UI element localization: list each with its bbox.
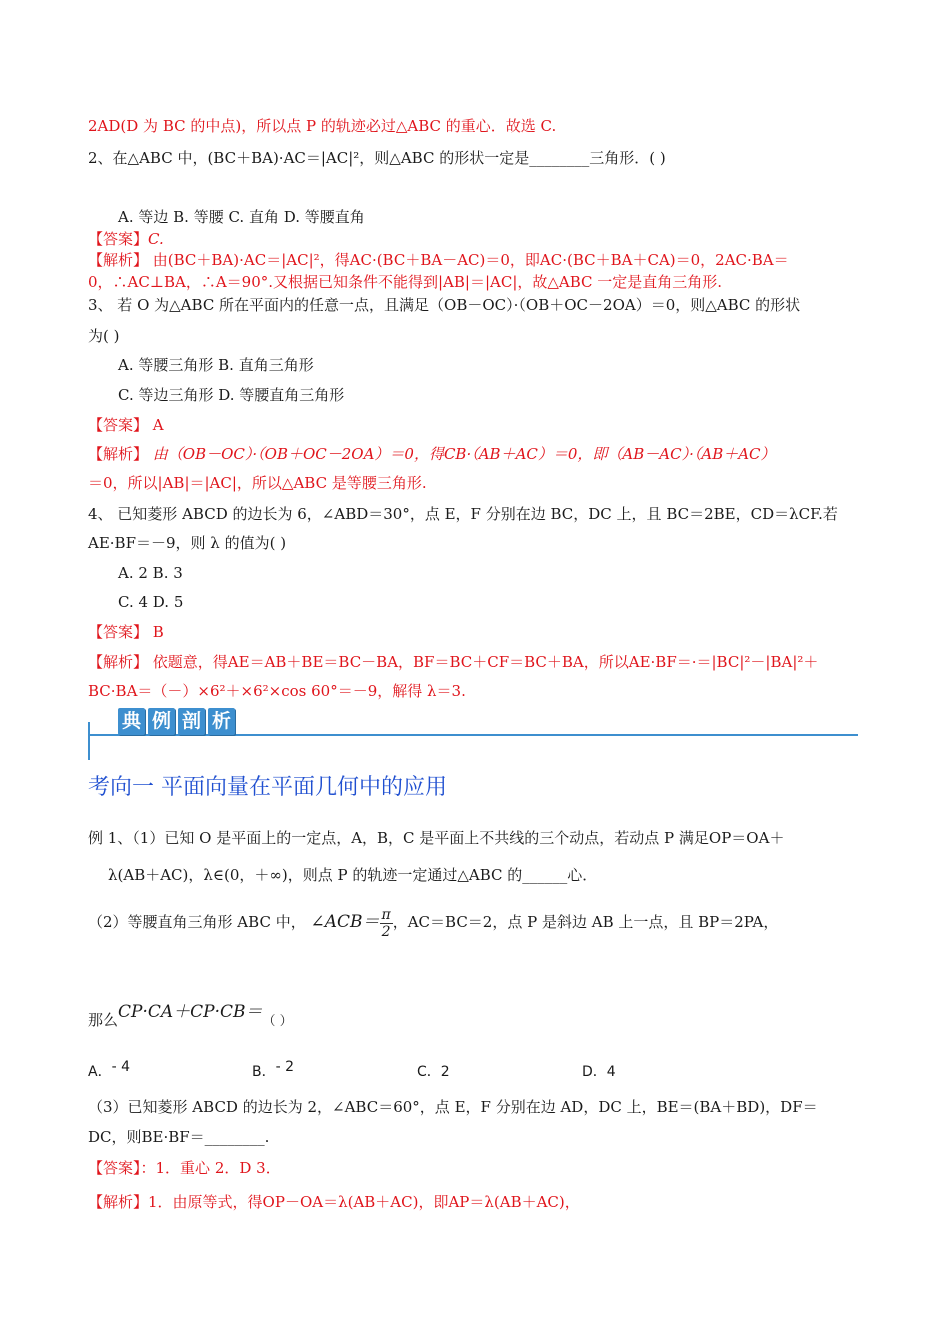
explanation-text: 1．由原等式，得OP－OA＝λ(AB＋AC)，即AP＝λ(AB＋AC)， xyxy=(148,1193,580,1211)
answer-blank: （ ） xyxy=(262,1014,293,1029)
part-2-lead: 那么 xyxy=(88,1011,119,1029)
example-1-part-2-line-2 xyxy=(88,1002,293,1035)
question-2-options: A. 等边 B. 等腰 C. 直角 D. 等腰直角 xyxy=(118,208,365,226)
explanation-text: 由(BC＋BA)·AC＝|AC|²，得AC·(BC＋BA－AC)＝0，即AC·(BC＋BA＋CA)＝0，2AC·BA＝ xyxy=(148,251,789,269)
question-4-explanation-2: BC·BA＝（－）×6²＋×6²×cos 60°＝－9，解得 λ＝3. xyxy=(88,682,466,700)
example-1-options xyxy=(88,1059,130,1082)
answer-value: A xyxy=(148,416,164,434)
question-4-answer xyxy=(88,622,164,642)
explanation-text: 由（OB－OC）·（OB＋OC－2OA）＝0，得CB·（AB＋AC）＝0，即（AB－AC）·（AB＋AC） xyxy=(148,445,776,463)
example-1-option-b xyxy=(252,1059,295,1082)
answer-label: 【答案】 xyxy=(88,623,149,641)
question-3-line-2: 为( ) xyxy=(88,327,120,345)
question-2-explanation-1 xyxy=(88,250,789,270)
question-4-line-1: 4、 已知菱形 ABCD 的边长为 6，∠ABD＝30°，点 E，F 分别在边 BC，DC 上，且 BC＝2BE，CD＝λCF.若 xyxy=(88,505,838,523)
option-a-value: - 4 xyxy=(111,1059,130,1075)
answer-value: C. xyxy=(148,230,164,248)
fraction-denominator: 2 xyxy=(381,923,391,940)
explanation-label: 【解析】 xyxy=(88,251,149,269)
option-b-value: - 2 xyxy=(275,1059,295,1075)
question-3-options-ab: A. 等腰三角形 B. 直角三角形 xyxy=(118,356,314,374)
question-3-explanation-1 xyxy=(88,444,776,464)
question-3-explanation-2: ＝0，所以|AB|＝|AC|，所以△ABC 是等腰三角形. xyxy=(88,474,427,492)
example-1-part-3-line-2: DC，则BE·BF＝________. xyxy=(88,1128,270,1146)
banner-tile-1: 典 xyxy=(118,708,145,735)
part-2-conditions: ，AC＝BC＝2，点 P 是斜边 AB 上一点，且 BP＝2PA， xyxy=(392,913,779,931)
pi-over-2-fraction xyxy=(380,907,393,940)
example-1-answer xyxy=(88,1158,281,1178)
answer-label: 【答案】 xyxy=(88,1159,141,1177)
example-1-part-1-line-2: λ(AB＋AC)，λ∈(0，＋∞)，则点 P 的轨迹一定通过△ABC 的______心． xyxy=(108,866,598,884)
question-4-explanation-1 xyxy=(88,652,818,672)
answer-label: 【答案】 xyxy=(88,230,149,248)
explanation-label: 【解析】 xyxy=(88,653,149,671)
question-4-line-2: AE·BF＝－9，则 λ 的值为( ) xyxy=(88,534,287,552)
question-2: 2、在△ABC 中，(BC＋BA)·AC＝|AC|²，则△ABC 的形状一定是________三角形．( ) xyxy=(88,149,666,167)
example-1-option-d: D．4 xyxy=(582,1064,616,1080)
prev-solution-end: 2AD(D 为 BC 的中点)，所以点 P 的轨迹必过△ABC 的重心．故选 C. xyxy=(88,117,557,135)
option-b-label: B． xyxy=(252,1064,276,1080)
example-1-part-3-line-1: （3）已知菱形 ABCD 的边长为 2，∠ABC＝60°，点 E，F 分别在边 AD，DC 上，BE＝(BA＋BD)，DF＝ xyxy=(88,1098,818,1116)
section-title: 考向一 平面向量在平面几何中的应用 xyxy=(88,775,447,800)
answer-value: ：1．重心 2．D 3． xyxy=(140,1159,281,1177)
banner-rule-stub xyxy=(88,734,90,760)
fraction-numerator: π xyxy=(381,906,391,923)
explanation-label: 【解析】 xyxy=(88,445,149,463)
example-1-part-1-line-1: 例 1、（1）已知 O 是平面上的一定点，A，B，C 是平面上不共线的三个动点，若动点 P 满足OP＝OA＋ xyxy=(88,829,785,847)
explanation-text: 依题意，得AE＝AB＋BE＝BC－BA，BF＝BC＋CF＝BC＋BA，所以AE·BF＝·＝|BC|²－|BA|²＋ xyxy=(148,653,819,671)
question-2-explanation-2: 0，∴AC⊥BA，∴A＝90°.又根据已知条件不能得到|AB|＝|AC|，故△ABC 一定是直角三角形. xyxy=(88,273,723,291)
answer-value: B xyxy=(148,623,164,641)
example-1-explanation xyxy=(88,1192,580,1212)
question-4-options-ab: A. 2 B. 3 xyxy=(118,564,183,582)
question-3-options-cd: C. 等边三角形 D. 等腰直角三角形 xyxy=(118,386,345,404)
question-3-line-1: 3、 若 O 为△ABC 所在平面内的任意一点，且满足（OB－OC）·（OB＋OC－2OA）＝0，则△ABC 的形状 xyxy=(88,296,801,314)
example-1-option-c: C．2 xyxy=(417,1064,450,1080)
explanation-label: 【解析】 xyxy=(88,1193,149,1211)
banner-tile-3: 剖 xyxy=(178,708,205,735)
part-2-intro: （2）等腰直角三角形 ABC 中， xyxy=(88,913,306,931)
question-2-answer xyxy=(88,229,164,249)
question-3-answer xyxy=(88,415,164,435)
option-a-label: A． xyxy=(88,1064,112,1080)
angle-expression: ∠ACB＝ xyxy=(310,912,380,932)
example-1-part-2-line-1 xyxy=(88,905,778,940)
answer-label: 【答案】 xyxy=(88,416,149,434)
dot-product-expression: CP·CA＋CP·CB＝ xyxy=(118,1002,263,1022)
section-banner xyxy=(88,708,858,748)
banner-tile-2: 例 xyxy=(148,708,175,735)
banner-tile-4: 析 xyxy=(208,708,235,735)
question-4-options-cd: C. 4 D. 5 xyxy=(118,593,184,611)
